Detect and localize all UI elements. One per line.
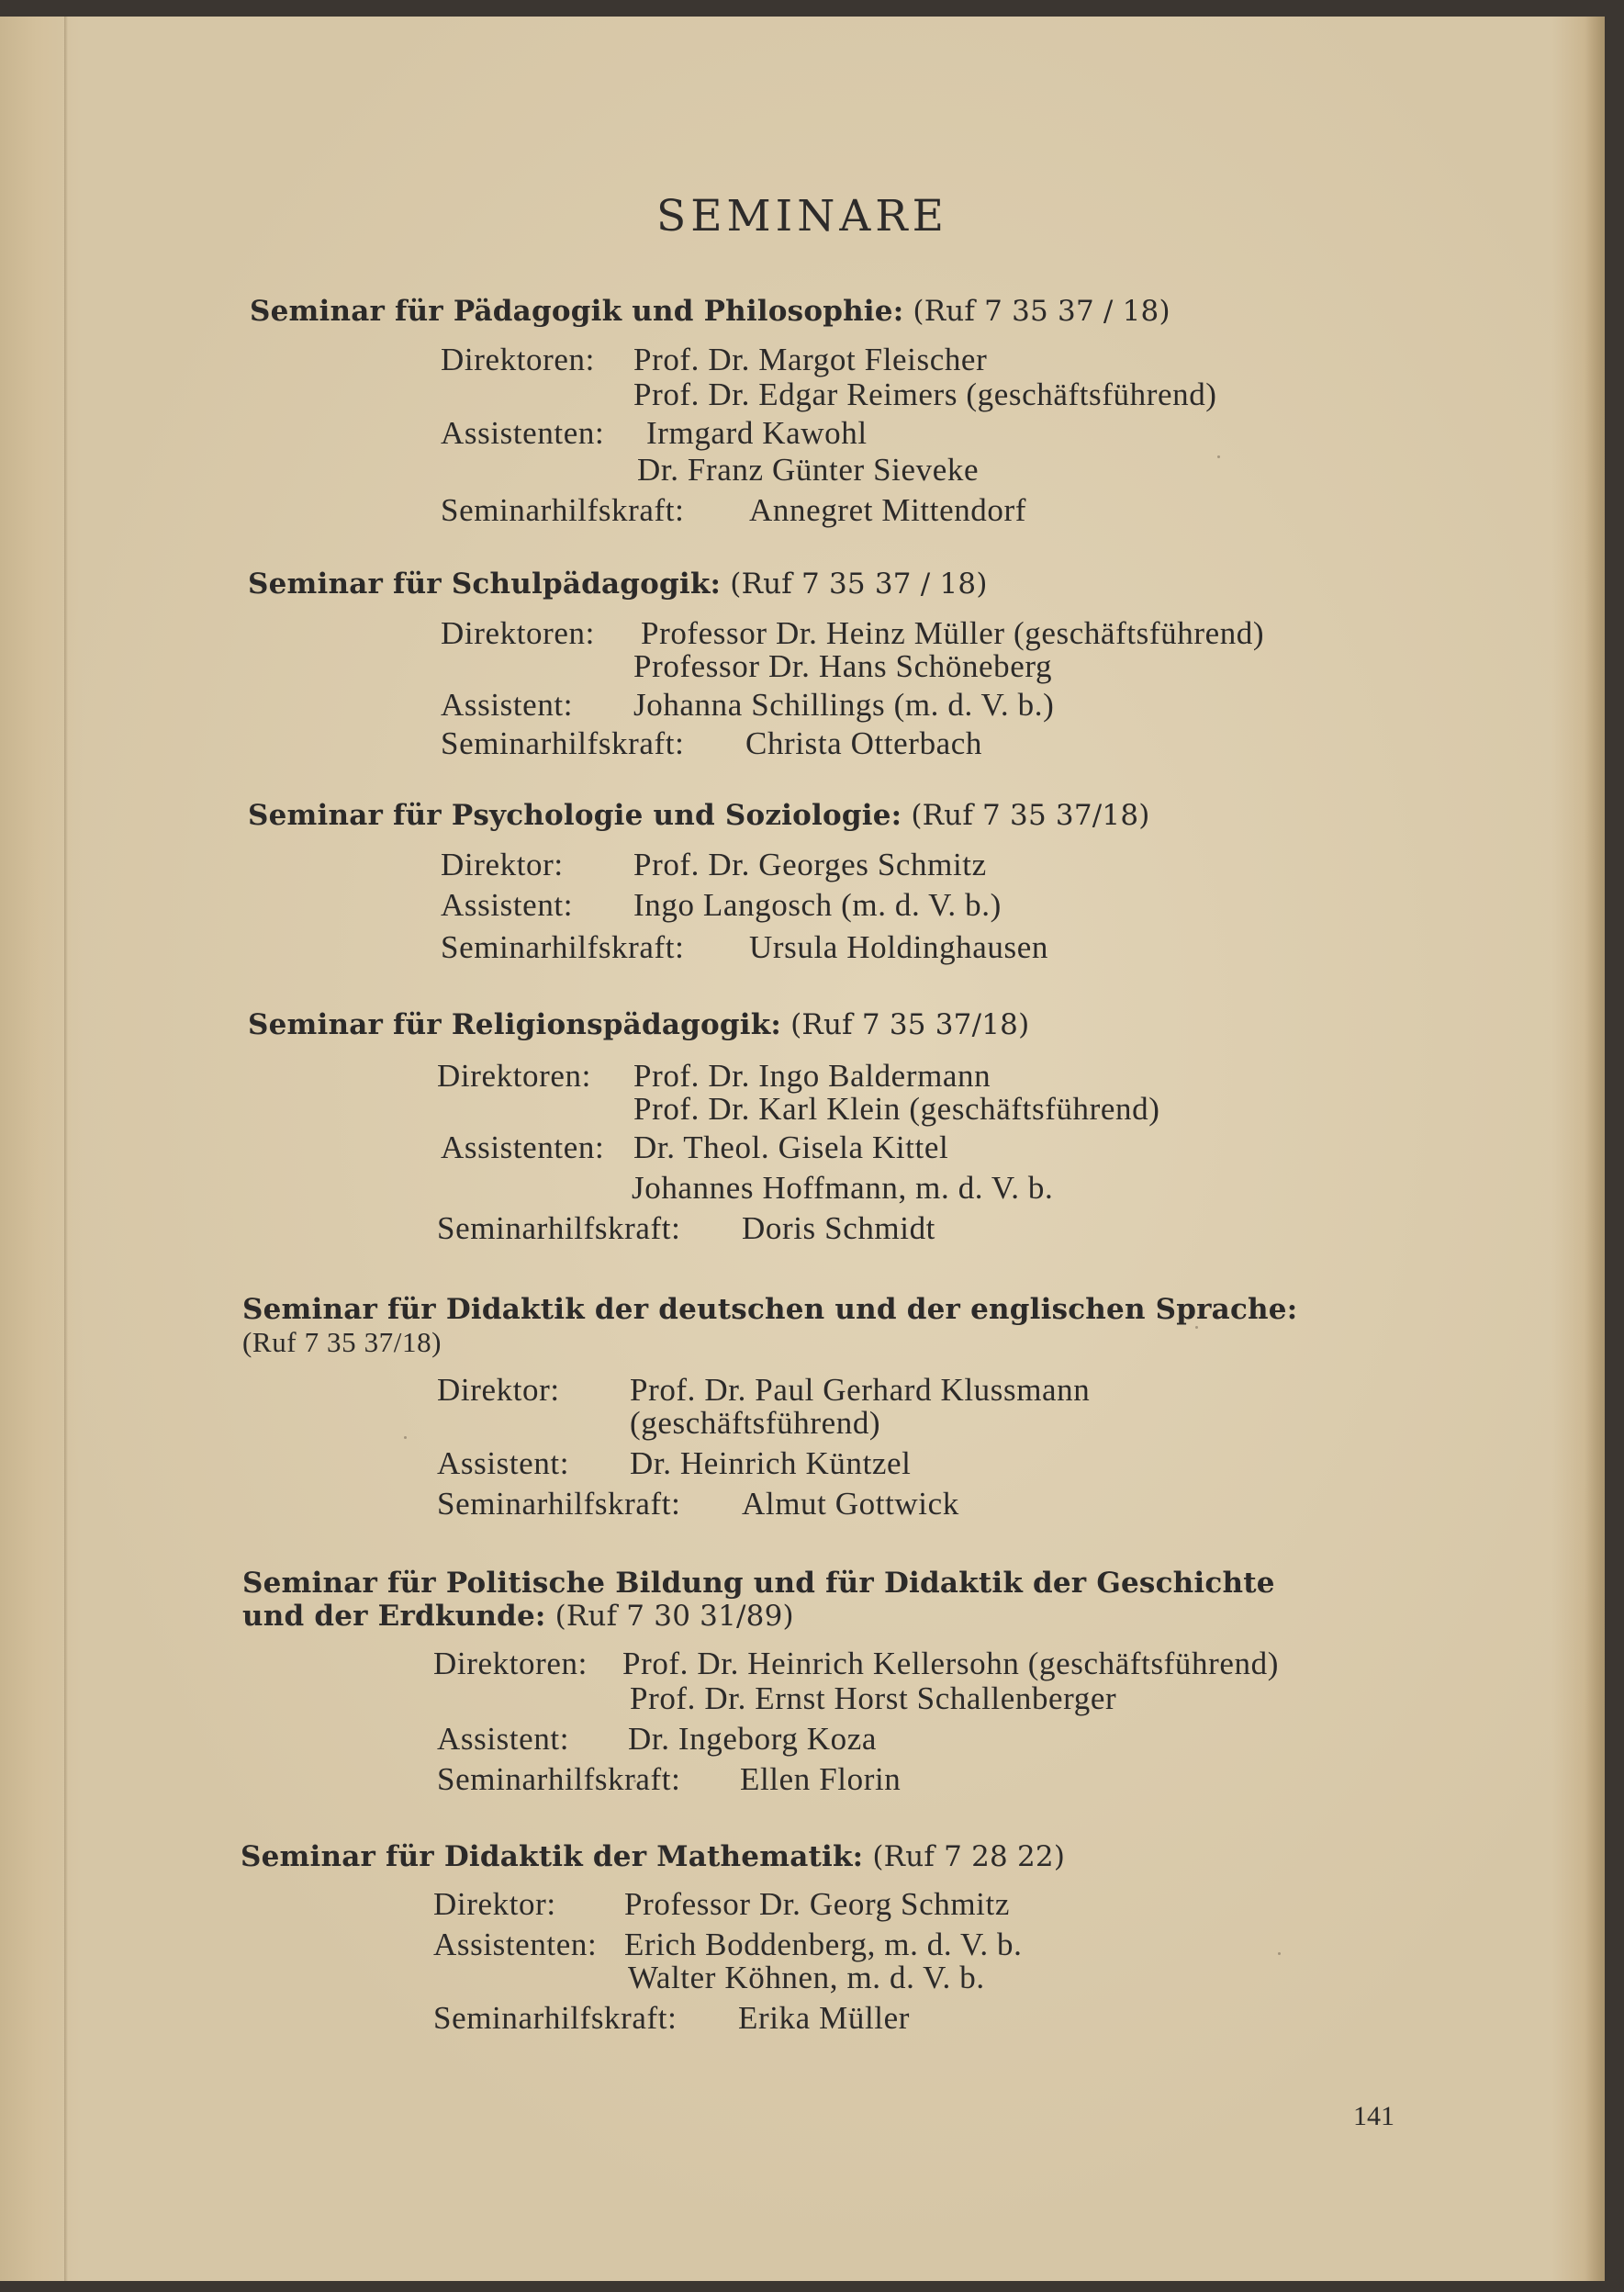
row-value: Johannes Hoffmann, m. d. V. b. xyxy=(632,1170,1054,1206)
row-value: Prof. Dr. Margot Fleischer xyxy=(633,342,988,377)
section-phone: (Ruf 7 35 37 / 18) xyxy=(730,567,988,601)
row-value: Doris Schmidt xyxy=(742,1210,935,1246)
row-label: Seminarhilfskraft: xyxy=(441,492,685,528)
section-phone: (Ruf 7 28 22) xyxy=(872,1840,1066,1873)
row-label: Assistenten: xyxy=(441,415,605,451)
row-value: Professor Dr. Heinz Müller (geschäftsführend) xyxy=(641,615,1265,651)
section-name-cont: und der Erdkunde: xyxy=(242,1600,546,1633)
row-value: Dr. Heinrich Küntzel xyxy=(630,1445,912,1481)
section-name: Seminar für Psychologie und Soziologie: xyxy=(248,799,902,832)
row-value: Prof. Dr. Heinrich Kellersohn (geschäftsführend) xyxy=(622,1646,1279,1681)
row-label: Seminarhilfskraft: xyxy=(437,1210,681,1246)
row-label: Direktor: xyxy=(433,1886,556,1922)
section-name: Seminar für Pädagogik und Philosophie: xyxy=(250,295,904,328)
row-value: Prof. Dr. Ingo Baldermann xyxy=(633,1058,991,1094)
row-label: Direktoren: xyxy=(433,1646,588,1681)
section-heading xyxy=(241,1840,1065,1873)
row-value: Professor Dr. Georg Schmitz xyxy=(624,1886,1010,1922)
row-label: Direktoren: xyxy=(441,342,595,377)
row-label: Seminarhilfskraft: xyxy=(433,2000,678,2036)
page-number: 141 xyxy=(1353,2101,1394,2131)
page-title: SEMINARE xyxy=(656,191,948,242)
row-value: Prof. Dr. Karl Klein (geschäftsführend) xyxy=(633,1091,1160,1127)
row-value: Prof. Dr. Georges Schmitz xyxy=(633,847,987,882)
row-label: Seminarhilfskraft: xyxy=(441,725,685,761)
section-name: Seminar für Schulpädagogik: xyxy=(248,567,722,601)
row-value: (geschäftsführend) xyxy=(630,1405,881,1441)
section-name: Seminar für Religionspädagogik: xyxy=(248,1008,782,1041)
row-label: Assistent: xyxy=(437,1445,570,1481)
row-label: Assistent: xyxy=(441,887,574,923)
row-value: Christa Otterbach xyxy=(745,725,983,761)
section-name: Seminar für Didaktik der deutschen und der englischen Sprache: xyxy=(242,1293,1298,1326)
row-value: Almut Gottwick xyxy=(742,1486,959,1522)
row-value: Prof. Dr. Edgar Reimers (geschäftsführend) xyxy=(633,376,1217,412)
section-phone: (Ruf 7 35 37/18) xyxy=(242,1326,442,1358)
section-phone: (Ruf 7 30 31/89) xyxy=(554,1600,794,1633)
row-value: Johanna Schillings (m. d. V. b.) xyxy=(633,687,1055,723)
paper-speck xyxy=(1217,455,1220,458)
row-value: Annegret Mittendorf xyxy=(749,492,1027,528)
section-phone: (Ruf 7 35 37/18) xyxy=(911,799,1150,832)
section-heading-cont xyxy=(242,1600,794,1633)
row-label: Seminarhilfskraft: xyxy=(437,1486,681,1522)
row-value: Dr. Ingeborg Koza xyxy=(628,1721,878,1757)
row-value: Dr. Theol. Gisela Kittel xyxy=(633,1129,949,1165)
page-edge-shadow xyxy=(1585,17,1605,2281)
section-heading xyxy=(250,295,1170,328)
section-heading xyxy=(248,567,988,601)
row-label: Seminarhilfskraft: xyxy=(441,929,685,965)
row-label: Seminarhilfskraft: xyxy=(437,1761,681,1797)
row-label: Direktor: xyxy=(437,1372,560,1408)
page-gutter-shadow xyxy=(64,17,68,2281)
row-label: Direktoren: xyxy=(437,1058,591,1094)
row-label: Assistenten: xyxy=(441,1129,605,1165)
row-value: Erich Boddenberg, m. d. V. b. xyxy=(624,1927,1023,1962)
row-value: Ingo Langosch (m. d. V. b.) xyxy=(633,887,1002,923)
paper-speck xyxy=(1195,1326,1198,1329)
row-value: Professor Dr. Hans Schöneberg xyxy=(633,648,1053,684)
row-value: Irmgard Kawohl xyxy=(646,415,868,451)
section-heading xyxy=(248,799,1150,832)
row-value: Erika Müller xyxy=(738,2000,911,2036)
row-label: Direktor: xyxy=(441,847,564,882)
row-value: Dr. Franz Günter Sieveke xyxy=(637,452,980,488)
row-label: Direktoren: xyxy=(441,615,595,651)
section-heading xyxy=(242,1293,1297,1326)
section-phone: (Ruf 7 35 37 / 18) xyxy=(913,295,1170,328)
paper-speck xyxy=(404,1436,407,1439)
row-label: Assistent: xyxy=(437,1721,570,1757)
book-page xyxy=(0,17,1605,2281)
row-value: Prof. Dr. Ernst Horst Schallenberger xyxy=(630,1680,1117,1716)
section-heading xyxy=(242,1567,1275,1600)
section-phone: (Ruf 7 35 37/18) xyxy=(790,1008,1030,1041)
row-label: Assistent: xyxy=(441,687,574,723)
row-value: Ellen Florin xyxy=(740,1761,902,1797)
row-value: Walter Köhnen, m. d. V. b. xyxy=(628,1960,985,1995)
section-name: Seminar für Didaktik der Mathematik: xyxy=(241,1840,864,1873)
row-label: Assistenten: xyxy=(433,1927,598,1962)
paper-speck xyxy=(1278,1952,1281,1955)
paper-speck xyxy=(633,1780,636,1782)
row-value: Ursula Holdinghausen xyxy=(749,929,1048,965)
section-heading xyxy=(248,1008,1029,1041)
row-value: Prof. Dr. Paul Gerhard Klussmann xyxy=(630,1372,1091,1408)
section-name: Seminar für Politische Bildung und für Didaktik der Geschichte xyxy=(242,1567,1275,1600)
